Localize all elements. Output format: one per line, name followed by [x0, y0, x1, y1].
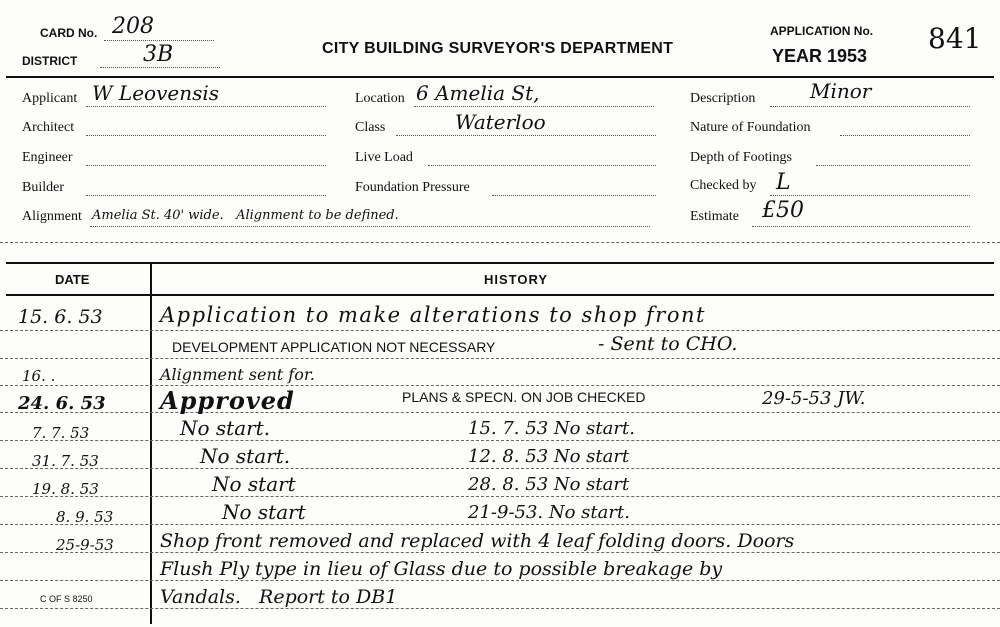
history-printed-stamp: DEVELOPMENT APPLICATION NOT NECESSARY — [172, 339, 496, 355]
applicant-value: W Leovensis — [92, 81, 220, 105]
checked-by-underline — [770, 195, 970, 196]
history-entry: No start. — [200, 444, 291, 468]
fields-dotted-divider — [0, 242, 1000, 243]
history-date: 24. 6. 53 — [18, 393, 106, 414]
row-rule — [0, 385, 1000, 386]
engineer-underline — [86, 165, 326, 166]
nature-underline — [840, 135, 970, 136]
builder-underline — [86, 195, 326, 196]
history-entry: No start. — [180, 416, 271, 440]
row-rule — [0, 358, 1000, 359]
estimate-label: Estimate — [690, 209, 739, 224]
history-entry: Application to make alterations to shop front — [160, 303, 706, 327]
class-value: Waterloo — [455, 110, 546, 134]
applicant-label: Applicant — [22, 91, 78, 106]
row-rule — [0, 552, 1000, 553]
architect-underline — [86, 135, 326, 136]
checked-by-value: L — [776, 170, 791, 195]
history-date: 8. 9. 53 — [56, 508, 114, 526]
district-label: DISTRICT — [22, 54, 78, 68]
history-date: 16. . — [22, 367, 56, 385]
card-no-value: 208 — [112, 14, 154, 39]
live-load-label: Live Load — [355, 150, 413, 165]
alignment-label: Alignment — [22, 209, 82, 224]
live-load-underline — [428, 165, 656, 166]
table-header-rule — [6, 294, 994, 296]
application-no-value: 841 — [928, 22, 982, 55]
row-rule — [0, 440, 1000, 441]
depth-underline — [816, 165, 970, 166]
estimate-underline — [752, 226, 970, 227]
history-printed-stamp: PLANS & SPECN. ON JOB CHECKED — [402, 389, 646, 405]
engineer-label: Engineer — [22, 150, 73, 165]
card-no-underline — [104, 40, 214, 41]
history-entry: - Sent to CHO. — [598, 333, 738, 355]
history-date: 7. 7. 53 — [32, 424, 90, 442]
history-column-header: HISTORY — [484, 272, 549, 287]
district-underline — [100, 67, 220, 68]
history-entry: Shop front removed and replaced with 4 leaf folding doors. Doors — [160, 530, 795, 552]
history-entry: No start — [212, 472, 296, 496]
row-rule — [0, 580, 1000, 581]
estimate-value: £50 — [762, 198, 804, 223]
history-date: 15. 6. 53 — [18, 306, 103, 328]
district-value: 3B — [143, 42, 174, 67]
foundation-pressure-label: Foundation Pressure — [355, 180, 470, 195]
card-no-label: CARD No. — [40, 26, 98, 40]
history-extra: 12. 8. 53 No start — [468, 446, 630, 467]
row-rule — [0, 330, 1000, 331]
history-extra: 21-9-53. No start. — [468, 502, 630, 523]
date-column-header: DATE — [55, 272, 90, 287]
table-top-rule — [6, 262, 994, 264]
history-extra: 29-5-53 JW. — [762, 388, 866, 409]
description-label: Description — [690, 91, 756, 106]
row-rule — [0, 608, 1000, 609]
history-entry: Vandals. Report to DB1 — [160, 586, 398, 608]
nature-of-foundation-label: Nature of Foundation — [690, 120, 811, 135]
history-extra: 28. 8. 53 No start — [468, 474, 630, 495]
row-rule — [0, 524, 1000, 525]
depth-of-footings-label: Depth of Footings — [690, 150, 792, 165]
builder-label: Builder — [22, 180, 64, 195]
checked-by-label: Checked by — [690, 178, 757, 193]
form-code: C OF S 8250 — [40, 594, 93, 604]
year-label: YEAR 1953 — [772, 46, 868, 66]
history-entry: No start — [222, 500, 306, 524]
description-value: Minor — [810, 79, 872, 103]
history-date: 31. 7. 53 — [32, 452, 99, 470]
alignment-underline — [90, 226, 650, 227]
alignment-value: Amelia St. 40' wide. Alignment to be defined. — [92, 208, 399, 223]
row-rule — [0, 412, 1000, 413]
description-underline — [770, 106, 970, 107]
approved-entry: Approved — [160, 386, 295, 415]
class-underline — [396, 135, 656, 136]
header-rule — [6, 76, 994, 78]
location-value: 6 Amelia St, — [416, 81, 540, 105]
history-date: 19. 8. 53 — [32, 480, 99, 498]
history-date: 25-9-53 — [56, 536, 114, 554]
architect-label: Architect — [22, 120, 75, 135]
date-column-divider — [150, 262, 152, 624]
application-no-label: APPLICATION No. — [770, 24, 874, 38]
location-underline — [414, 106, 654, 107]
history-entry: Alignment sent for. — [160, 365, 315, 384]
class-label: Class — [355, 120, 386, 135]
history-entry: Flush Ply type in lieu of Glass due to possible breakage by — [160, 558, 723, 580]
row-rule — [0, 468, 1000, 469]
foundation-pressure-underline — [492, 195, 656, 196]
row-rule — [0, 496, 1000, 497]
history-extra: 15. 7. 53 No start. — [468, 418, 635, 439]
department-title: CITY BUILDING SURVEYOR'S DEPARTMENT — [322, 40, 674, 57]
location-label: Location — [355, 91, 405, 106]
applicant-underline — [86, 106, 326, 107]
